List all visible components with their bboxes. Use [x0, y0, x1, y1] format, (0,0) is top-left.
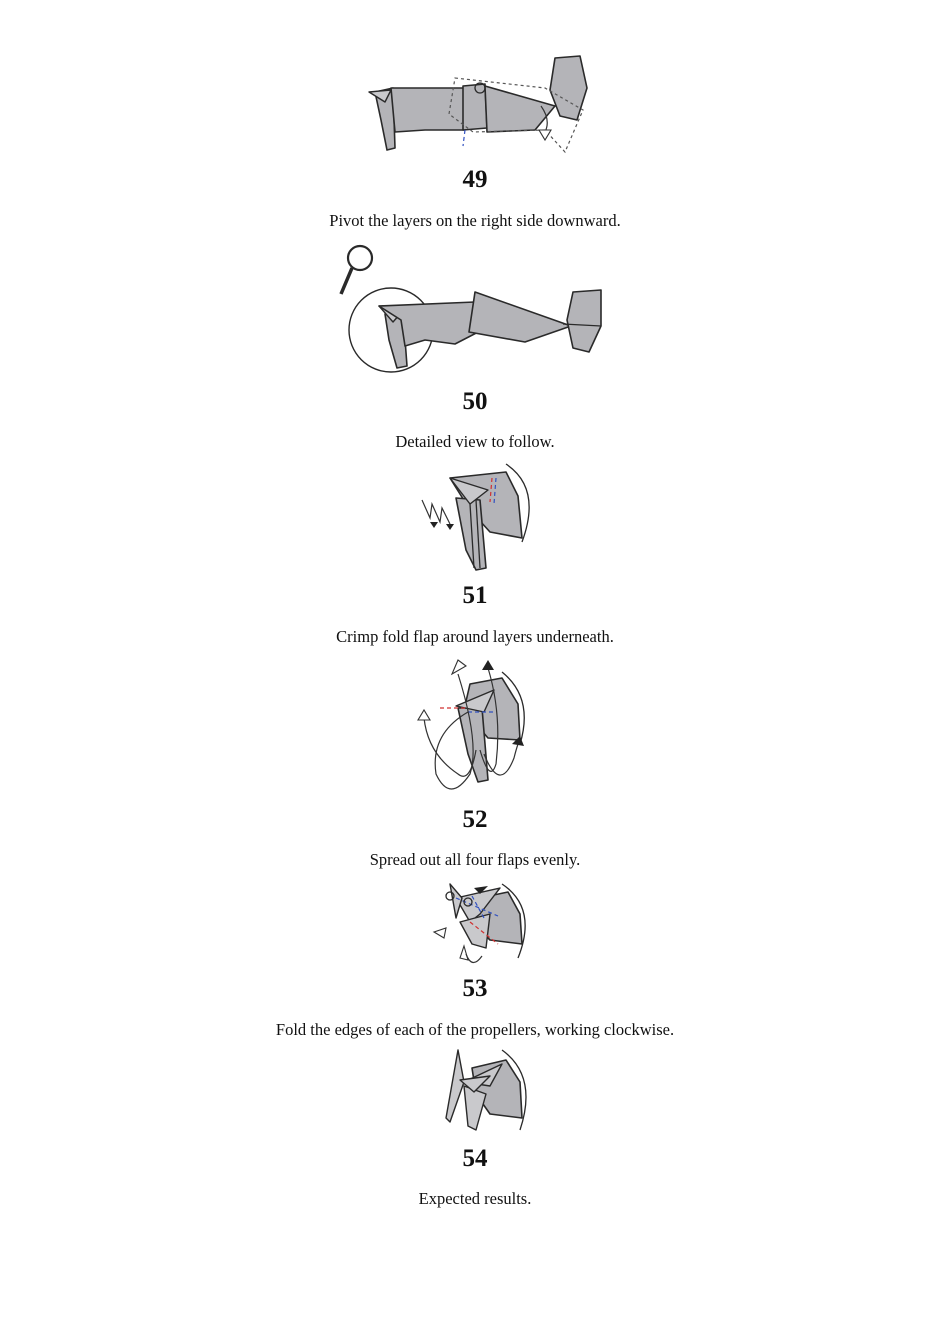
magnifier-icon	[348, 246, 372, 270]
step-49-diagram	[0, 50, 950, 156]
legs-shape	[456, 498, 486, 570]
tail-shape	[567, 290, 601, 352]
step-49-caption: Pivot the layers on the right side downward.	[329, 211, 621, 230]
step-49-illustration	[355, 50, 595, 156]
step-50-illustration	[335, 240, 615, 376]
step-54-illustration	[410, 1046, 540, 1136]
step-49-number: 49	[462, 166, 488, 193]
step-52-illustration	[410, 654, 540, 798]
propeller-2	[460, 914, 490, 948]
propeller-3	[464, 1086, 486, 1130]
step-51-number: 51	[462, 582, 488, 609]
step-53-illustration	[410, 878, 540, 966]
step-51-diagram	[0, 460, 950, 572]
step-50-caption: Detailed view to follow.	[395, 432, 555, 451]
step-53-diagram	[0, 878, 950, 966]
step-54-diagram	[0, 1046, 950, 1136]
step-51-caption: Crimp fold flap around layers underneath.	[336, 627, 614, 646]
step-50-number: 50	[462, 388, 488, 415]
crimp-arrow-icon	[422, 500, 450, 524]
step-52-diagram	[0, 654, 950, 798]
pivot-arrow-icon	[539, 130, 551, 140]
step-52-caption: Spread out all four flaps evenly.	[369, 850, 581, 869]
tail-shape	[550, 56, 587, 120]
step-53-number: 53	[462, 975, 488, 1002]
body-shape	[391, 88, 465, 132]
step-52-number: 52	[462, 806, 488, 833]
step-54-caption: Expected results.	[418, 1189, 532, 1208]
step-54-number: 54	[462, 1145, 488, 1172]
step-51-illustration	[410, 460, 540, 572]
propeller-1	[446, 1050, 464, 1122]
step-50-diagram	[0, 240, 950, 376]
step-53-caption: Fold the edges of each of the propellers, working clockwise.	[275, 1020, 675, 1039]
